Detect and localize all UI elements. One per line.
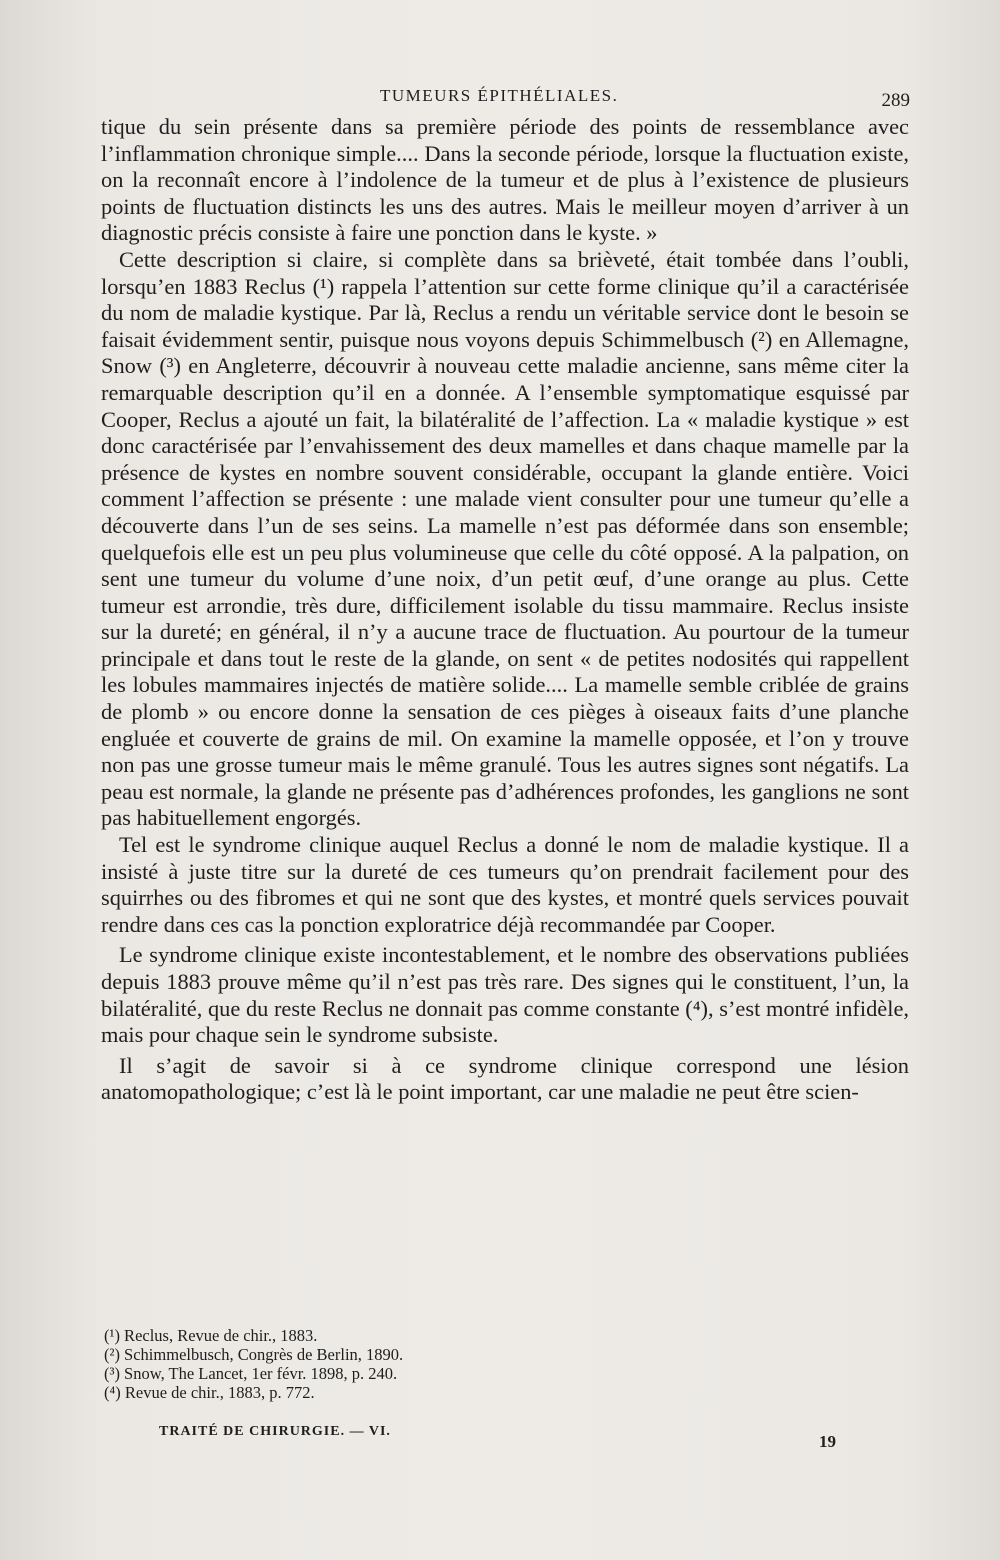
footnote-2: (²) Schimmelbusch, Congrès de Berlin, 1890. bbox=[104, 1345, 404, 1364]
running-title: TUMEURS ÉPITHÉLIALES. bbox=[380, 86, 619, 105]
body-text bbox=[101, 114, 909, 1106]
paragraph-syndrome: Tel est le syndrome clinique auquel Reclus a donné le nom de maladie kystique. Il a insisté à juste titre sur la dureté de ces tumeurs qu’on prendrait facilement pour des squirrhes ou des fibromes et qui ne sont que des kystes, et montré quels services pouvait rendre dans ces cas la ponction exploratrice déjà recommandée par Cooper. bbox=[101, 832, 909, 937]
footnotes bbox=[104, 1326, 804, 1402]
footnote-1: (¹) Reclus, Revue de chir., 1883. bbox=[104, 1326, 318, 1345]
footnote-3: (³) Snow, The Lancet, 1er févr. 1898, p. 240. bbox=[104, 1364, 398, 1383]
page-number: 289 bbox=[881, 90, 910, 111]
footnote-4: (⁴) Revue de chir., 1883, p. 772. bbox=[104, 1383, 315, 1402]
paragraph-lesion: Il s’agit de savoir si à ce syndrome clinique correspond une lésion anatomopathologique; c’est là le point important, car une maladie ne peut être scien- bbox=[101, 1052, 909, 1105]
book-title: TRAITÉ DE CHIRURGIE. — VI. bbox=[159, 1424, 391, 1439]
paragraph-maladie-kystique: Cette description si claire, si complète dans sa brièveté, était tombée dans l’oubli, lorsqu’en 1883 Reclus (¹) rappela l’attention sur cette forme clinique qu’il a caractérisée du nom de maladie kystique. Par là, Reclus a rendu un véritable service dont le besoin se faisait évidemment sentir, puisque nous voyons depuis Schimmelbusch (²) en Allemagne, Snow (³) en Angleterre, découvrir à nouveau cette maladie ancienne, sans même citer la remarquable description qu’il en a donnée. A l’ensemble symptomatique esquissé par Cooper, Reclus a ajouté un fait, la bilatéralité de l’affection. La « maladie kystique » est donc caractérisée par l’envahissement des deux mamelles et dans chaque mamelle par la présence de kystes en nombre souvent considérable, occupant la glande entière. Voici comment l’affection se présente : une malade vient consulter pour une tumeur qu’elle a découverte dans l’un de ses seins. La mamelle n’est pas déformée dans son ensemble; quelquefois elle est un peu plus volumineuse que celle du côté opposé. A la palpation, on sent une tumeur du volume d’une noix, d’un petit œuf, d’une orange au plus. Cette tumeur est arrondie, très dure, difficilement isolable du tissu mammaire. Reclus insiste sur la dureté; en général, il n’y a aucune trace de fluctuation. Au pourtour de la tumeur principale et dans tout le reste de la glande, on sent « de petites nodosités qui rappellent les lobules mammaires injectés de matière solide.... La mamelle semble criblée de grains de plomb » ou encore donne la sensation de ces pièges à oiseaux faits d’une planche engluée et couverte de grains de mil. On examine la mamelle opposée, et l’on y trouve non pas une grosse tumeur mais le même granulé. Tous les autres signes sont négatifs. La peau est normale, la glande ne présente pas d’adhérences profondes, les ganglions ne sont pas habituellement engorgés. bbox=[101, 246, 909, 831]
paragraph-continuation: tique du sein présente dans sa première période des points de ressemblance avec l’inflammation chronique simple.... Dans la seconde période, lorsque la fluctuation existe, on la reconnaît encore à l’indolence de la tumeur et de plus à l’existence de plusieurs points de fluctuation distincts les uns des autres. Mais le meilleur moyen d’arriver à un diagnostic précis consiste à faire une ponction dans le kyste. » bbox=[101, 114, 909, 246]
paragraph-observations: Le syndrome clinique existe incontestablement, et le nombre des observations publiées depuis 1883 prouve même qu’il n’est pas très rare. Des signes qui le constituent, l’un, la bilatéralité, que du reste Reclus ne donnait pas comme constante (⁴), s’est montré infidèle, mais pour chaque sein le syndrome subsiste. bbox=[101, 942, 909, 1048]
page-footer bbox=[159, 1420, 839, 1450]
signature-mark: 19 bbox=[819, 1432, 836, 1451]
running-head bbox=[100, 86, 910, 116]
